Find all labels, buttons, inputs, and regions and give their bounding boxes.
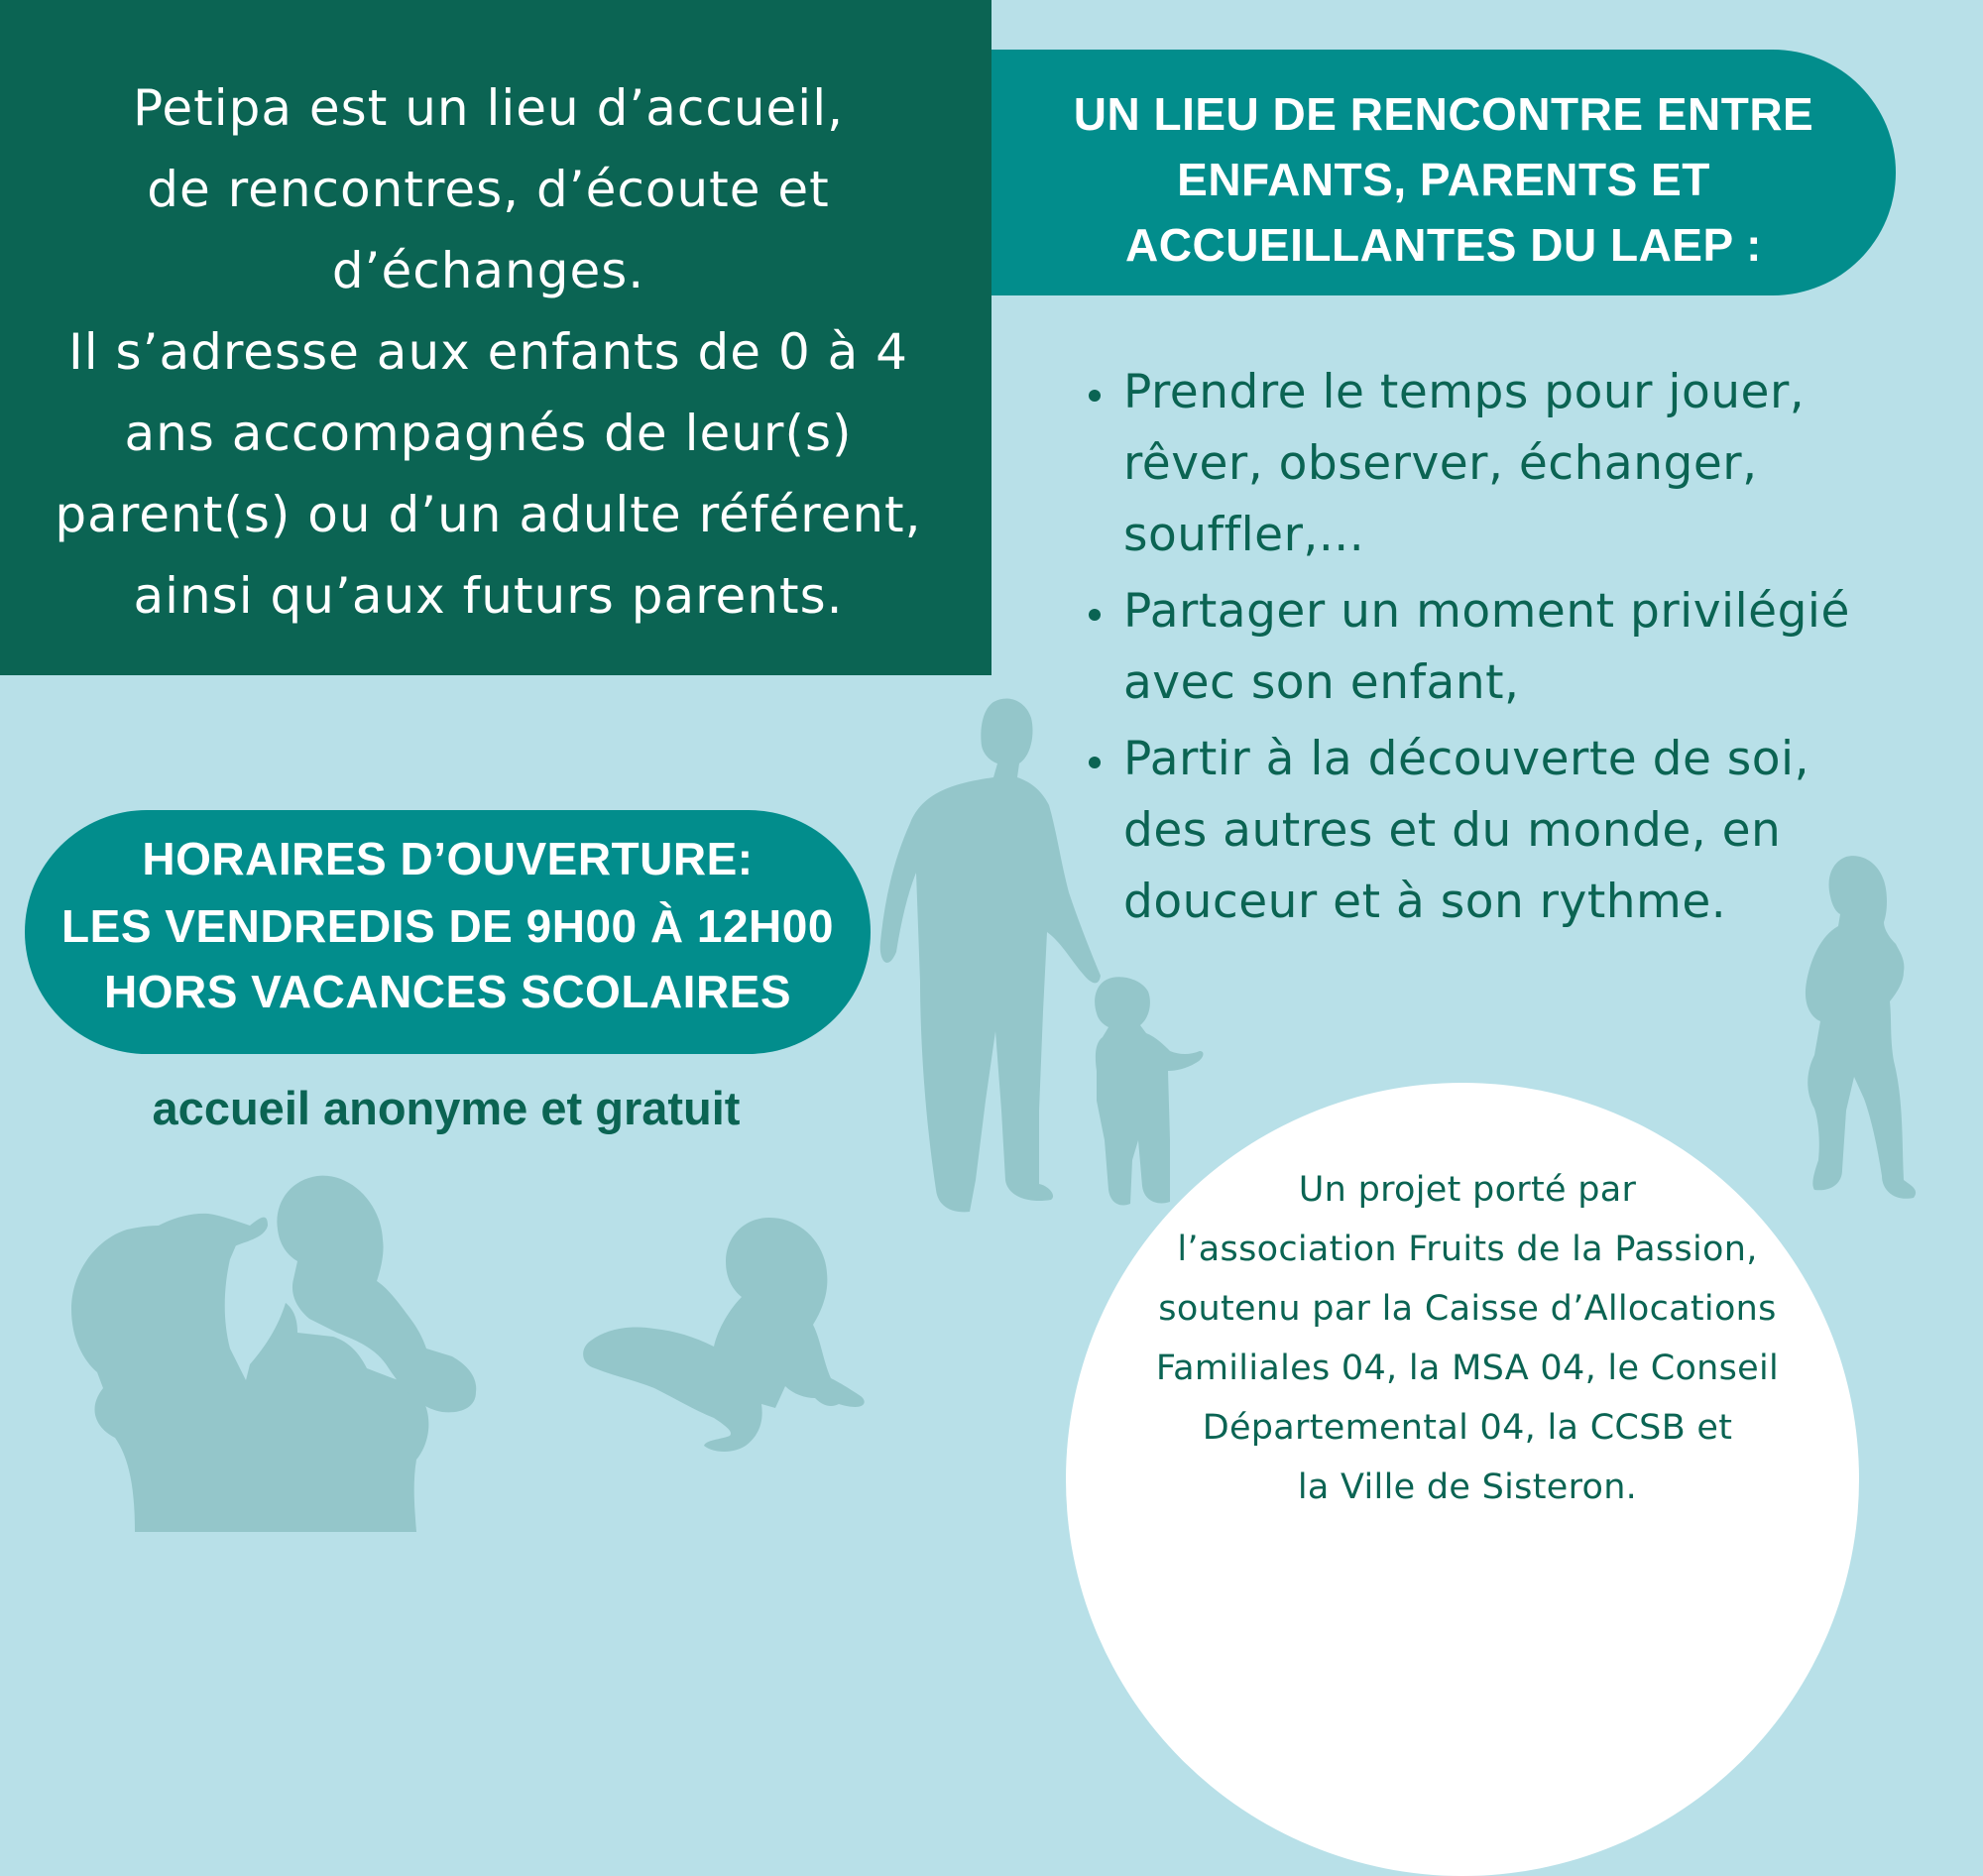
intro-line: parent(s) ou d’un adulte référent,	[55, 486, 922, 543]
list-item	[1086, 357, 1958, 571]
meeting-header-line: ACCUEILLANTES DU LAEP :	[1125, 219, 1762, 271]
bullet-icon	[1089, 609, 1101, 621]
opening-hours-pill	[25, 810, 871, 1054]
list-item-line: rêver, observer, échanger,	[1123, 436, 1758, 491]
list-item-line: Partir à la découverte de soi,	[1123, 732, 1810, 786]
hours-line: HORS VACANCES SCOLAIRES	[103, 966, 792, 1017]
footer-line: Familiales 04, la MSA 04, le Conseil	[1155, 1348, 1780, 1388]
footer-line: Départemental 04, la CCSB et	[1202, 1408, 1733, 1448]
list-item-line: avec son enfant,	[1123, 655, 1520, 710]
intro-line: d’échanges.	[331, 242, 645, 299]
footer-line: soutenu par la Caisse d’Allocations	[1158, 1289, 1777, 1329]
list-item-line: des autres et du monde, en	[1123, 803, 1782, 858]
list-item	[1086, 576, 1958, 719]
intro-line: ans accompagnés de leur(s)	[124, 405, 853, 462]
meeting-header-pill	[992, 50, 1896, 295]
list-item-line: douceur et à son rythme.	[1123, 875, 1727, 929]
footer-line: Un projet porté par	[1298, 1170, 1637, 1210]
intro-line: de rencontres, d’écoute et	[147, 161, 830, 218]
crawling-baby-silhouette	[583, 1218, 865, 1452]
intro-line: Petipa est un lieu d’accueil,	[133, 79, 844, 137]
activities-list	[1086, 357, 1958, 943]
footer-text	[1110, 1160, 1824, 1517]
intro-text	[20, 67, 957, 637]
meeting-header-line: UN LIEU DE RENCONTRE ENTRE	[1073, 88, 1814, 140]
list-item-line: Prendre le temps pour jouer,	[1123, 365, 1806, 419]
bullet-icon	[1089, 390, 1101, 402]
bullet-icon	[1089, 757, 1101, 768]
intro-line: Il s’adresse aux enfants de 0 à 4	[67, 323, 908, 381]
footer-line: la Ville de Sisteron.	[1297, 1467, 1638, 1507]
footer-line: l’association Fruits de la Passion,	[1177, 1230, 1758, 1269]
list-item	[1086, 724, 1958, 938]
intro-line: ainsi qu’aux futurs parents.	[133, 567, 844, 625]
parent-holding-baby-silhouette	[71, 1176, 476, 1532]
list-item-line: souffler,...	[1123, 508, 1365, 562]
hours-line: LES VENDREDIS DE 9H00 À 12H00	[61, 900, 834, 952]
hours-line: HORAIRES D’OUVERTURE:	[142, 833, 754, 884]
meeting-header-line: ENFANTS, PARENTS ET	[1177, 154, 1710, 205]
list-item-line: Partager un moment privilégié	[1123, 584, 1850, 639]
free-access-note: accueil anonyme et gratuit	[152, 1082, 741, 1134]
